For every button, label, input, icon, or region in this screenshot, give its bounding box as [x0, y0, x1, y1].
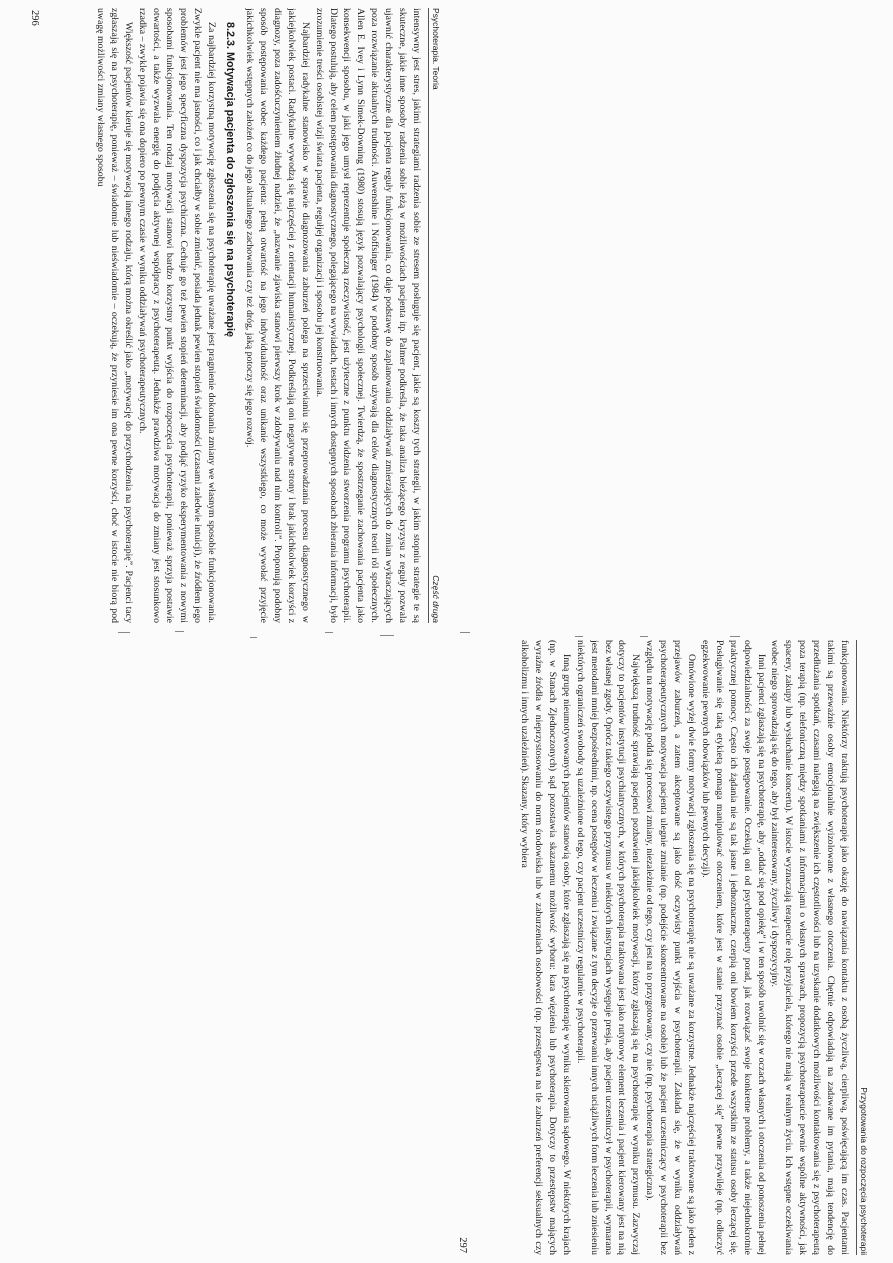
page-body: [49, 8, 423, 623]
paragraph: Najbardziej radykalne stanowisko w sprawie diagnozowania zaburzeń polega na sprzeciwianiu się przeprowadzania procesu diagnostycznego w jakiejkolwiek postaci. Radykalne wywodzą się najczęściej z orientacji humanistycznej. Podkreślają oni negatywne strony i brak jakichkolwiek korzyści z diagnozy, poza zadośćuczynieniem żłudnej nadziei, że „nazwanie zjawiska stanowi pierwszy krok w zdobywaniu nad nim kontroli”. Proponują podobny sposób postępowania wobec każdego pacjenta: pełną otwartość na jego indywidualność oraz unikanie wszystkiego, co może wywołać przyjęcie jakichkolwiek wstępnych założeń co do jego aktualnego zachowania czy też dróg, jaką potoczy się jego rozwój.: [244, 8, 311, 623]
scan-speck: [250, 637, 257, 638]
running-head-left: Psychoterapia. Teoria: [431, 8, 441, 90]
scan-speck: [575, 636, 583, 637]
scan-speck: [325, 632, 333, 633]
page-body: [477, 640, 851, 1255]
paragraph: Największą trudność sprawiają pacjenci pozbawieni jakiejkolwiek motywacji, którzy zgłaszają się na psychoterapię w wyniku przymusu. Zazwyczaj dotyczy to pacjentów instytucji psychiatrycznych, w których psychoterapia traktowana jest jako rutynowy element leczenia i pacjent kierowany jest na nią bez własnej zgody. Oprócz takiego oczywistego przymusu w niektórych instytucjach występuje presja, aby pacjent uczestniczył w psychoterapii, wymarana jest metodami mniej bezpośrednimi, np. ocena postępów w leczeniu i związane z tym decyzje o przerwaniu innych uciążliwych form leczenia lub zniesieniu niektórych ograniczeń swobody są uzależnione od tego, czy pacjent uczestniczy regularnie w psychoterapii.: [574, 640, 642, 1255]
page-296: [23, 0, 443, 631]
running-head-right: Przygotowania do rozpoczęcia psychoterapii: [859, 1087, 869, 1255]
scan-speck: [460, 632, 470, 633]
paragraph: Omówione wyżej dwie formy motywacji zgłoszenia się na psychoterapię nie są uważane za korzystne. Jednakże najczęściej traktowane są jako jeden z przejawów zaburzeń, a zatem akceptowane są jako dość oczywisty punkt wyjścia w psychoterapii. Zakłada się, że w wyniku oddziaływań psychoterapeutycznych motywacja pacjenta ulegnie zmianie (np. podejście skoncentrowane na osobie) lub że pacjent uczestniczący w psychoterapii bez względu na motywację podda się procesowi zmiany, niezależnie od tego, czy jest na to przygotowany, czy nie (np. psychoterapia strategiczna).: [644, 640, 698, 1255]
page-number: 296: [29, 10, 40, 26]
paragraph: Za najbardziej korzystną motywację zgłoszenia się na psychoterapię uważane jest pragnienie dokonania zmiany we własnym sposobie funkcjonowania. Zwykle pacjent nie ma jasności, co i jak chciałby w sobie zmienić, posiada jednak pewien stopień świadomości (czasami zaledwie intuicji), że źródłem jego problemów jest jego specyficzna dyspozycja psychiczna. Cechuje go też pewien stopień determinacji, aby podjąć ryzyko eksperymentowania z nowymi sposobami funkcjonowania. Ten rodzaj motywacji stanowi bardzo korzystny punkt wyjścia do rozpoczęcia psychoterapii, ponieważ sprzyja postawie otwartości, a także wyzwala energię do podjęcia aktywnej współpracy z psychoterapeutą. Jednakże prawdziwa motywacja do zmiany jest stosunkowo rzadka – zwykle pojawia się ona dopiero po pewnym czasie w wyniku oddziaływań psychoterapeutycznych.: [136, 8, 218, 623]
scan-speck: [730, 636, 740, 637]
page-297: [451, 632, 871, 1263]
scan-speck: [640, 636, 648, 637]
scan-speck: [380, 635, 394, 636]
page-number: 297: [457, 1237, 468, 1253]
running-head: [428, 8, 443, 623]
paragraph: Inną grupę nieumotywowanych pacjentów stanowią osoby, które zgłaszają się na psychoterapię w wyniku skierowania sądowego. W niektórych krajach (np. w Stanach Zjednoczonych) sąd pozostawia skazanemu możliwość wyboru: kara więzienia lub psychoterapia. Dotyczy to przestępstw mających wyraźne źródła w nieprzystosowaniu do norm środowiska lub w zaburzeniach osobowości (np. przestępstwa na tle zaburzeń preferencji seksualnych czy alkoholizmu i innych uzależnień). Skazany, który wybiera: [519, 640, 572, 1255]
paragraph: funkcjonowania. Niektórzy traktują psychoterapię jako okazję do nawiązania kontaktu z osobą życzliwą, cierpliwą, poświęcającą im czas. Pacjentami takimi są przeważnie osoby emocjonalnie wyizolowane z własnego otoczenia. Chętnie odpowiadają na zadawane im pytania, mają tendencję do przedłużania spotkań, czasami nalegają na zwiększenie ich częstotliwości lub na uzyskanie dodatkowych możliwości kontaktowania się z psychoterapeutą poza terapią (np. telefoniczną między spotkaniami z informacjami o własnych sprawach, propozycją psychoterapeucie pewnie wspólne aktywności, jak spacery, zakupy lub wysłuchanie koncertu). W istocie wyznaczają terapeucie rolę przyjaciela, którego nie mają w realnym życiu. Ich wstępne oczekiwania wobec niego sprowadzają się do tego, aby był zainteresowany, życzliwy i dyspozycyjny.: [769, 640, 850, 1255]
scan-speck: [175, 631, 184, 632]
paragraph: Inni pacjenci zgłaszają się na psychoterapię, aby „oddać się pod opiekę” i w ten sposób uwolnić się w oczach własnych i otoczenia od ponoszenia pełnej odpowiedzialności za swoje postępowanie. Oczekują oni od psychoterapeuty porad, jak rozwiązać swoje konkretne problemy, a także niejednokrotnie praktycznej pomocy. Często ich żądania nie są tak jasne i jednoznaczne, czerpią oni bowiem korzyści przede wszystkim ze statusu osoby leczącej się. Posługiwanie się taką etykietą pomaga manipulować otoczeniem, które jest w stanie przyznać osobie „leczącej się” pewne przywileje (np. odłuczyć egzekwowanie pewnych obowiązków lub pewnych decyzji).: [699, 640, 767, 1255]
running-head: [856, 640, 871, 1255]
paragraph: intensywny jest stres, jakimi strategiami radzenia sobie ze stresem posługuje się pacjent, jakie są koszty tych strategii, w jakim stopniu strategie te są skuteczne, jakie inne sposoby radzenia sobie leżą w możliwościach pacjenta itp. Palmer podkreśla, że taka analiza bieżącego kryzysu z reguły pozwala ujawnić charakterystyczne dla pacjenta reguły funkcjonowania, co daje podstawę do zaplanowania oddziaływań zmierzających do zmian wykraczających poza rozwiązanie aktualnych trudności. Auwenshine i Noffsinger (1984) w podobny sposób używają dla celów diagnostycznych teorii ról społecznych. Allen E. Ivey i Lynn Simek-Downing (1980) stosują język pozwalający psychologii społecznej. Twierdzą, że spostrzeganie zachowania pacjenta jako konsekwencji sposobu, w jaki jego umysł reprezentuje społeczną rzeczywistość, jest użyteczne z punktu widzenia stworzenia programu psychoterapii. Dlatego postulują, aby celem postępowania diagnostycznego, polegającego na wywiadach, testach i innych dostępnych sposobach zbierania informacji, było zrozumienie treści osobistej wizji świata pacjenta, regułjej organizacji i sposobu jej konstruowania.: [313, 8, 422, 623]
running-head-right: Część druga: [431, 575, 441, 623]
paragraph: Większość pacjentów kieruje się motywacją innego rodzaju, którą można określić jako „motywację do przychodzenia na psychoterapię”. Pacjenci tacy zgłaszają się na psychoterapię, ponieważ – świadomie lub nieświadomie – oczekują, że przyniesie im ona pewne korzyści, choć w istocie nie biorą pod uwagę możliwości zmiany własnego sposobu: [94, 8, 134, 623]
section-heading: 8.2.3. Motywacja pacjenta do zgłoszenia się na psychoterapię: [224, 22, 237, 338]
scan-speck: [118, 632, 130, 633]
